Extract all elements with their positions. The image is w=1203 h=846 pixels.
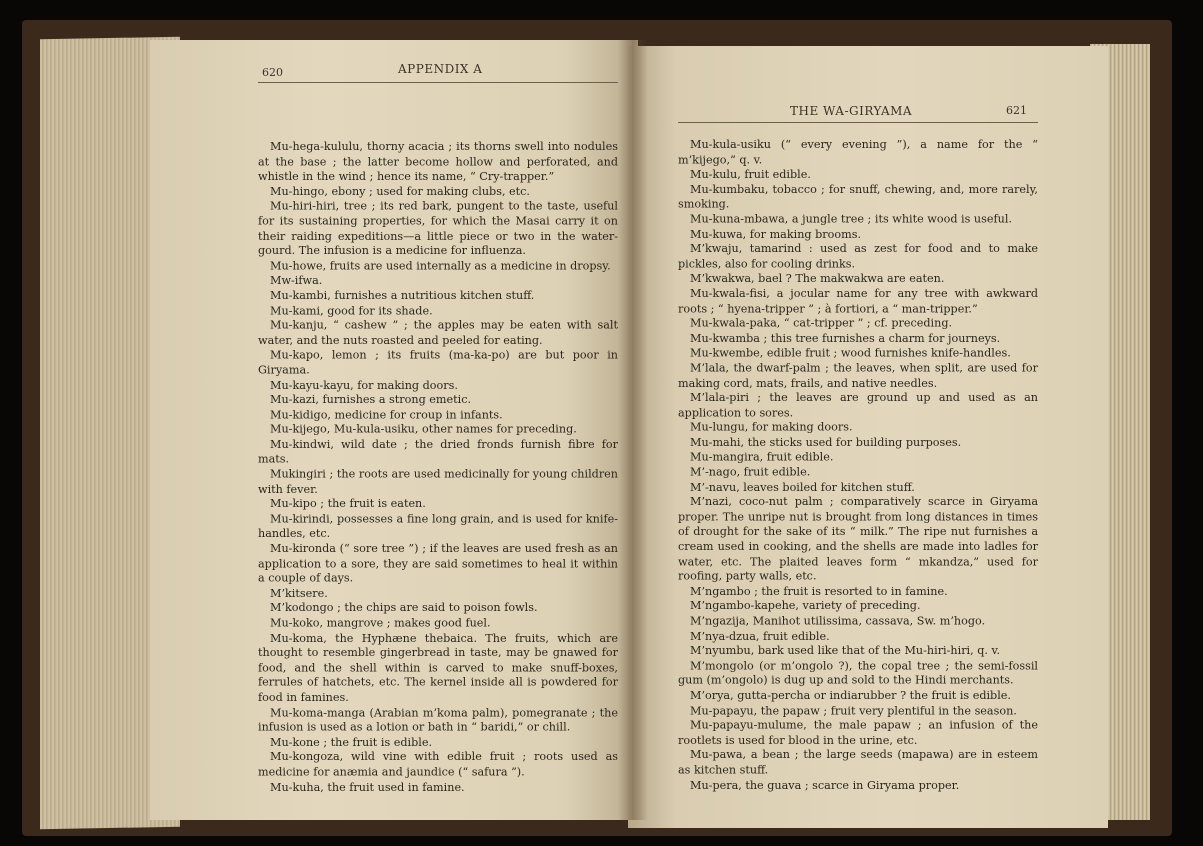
glossary-entry: Mu-kumbaku, tobacco ; for snuff, chewing, and, more rarely, smoking. bbox=[678, 182, 1038, 211]
glossary-entry: Mu-koma-manga (Arabian m’koma palm), pomegranate ; the infusion is used as a lotion or bath in “ baridi,” or chill. bbox=[258, 705, 618, 734]
right-header-rule bbox=[678, 122, 1038, 123]
glossary-entry: M’nya-dzua, fruit edible. bbox=[690, 629, 830, 643]
glossary-entry: M’orya, gutta-percha or indiarubber ? the fruit is edible. bbox=[690, 688, 1011, 703]
glossary-entry: Mu-kwembe, edible fruit ; wood furnishes knife-handles. bbox=[690, 346, 1011, 360]
right-running-head: THE WA-GIRYAMA bbox=[790, 104, 913, 118]
glossary-entry: Mu-kwala-fisi, a jocular name for any tree with awkward roots ; “ hyena-tripper ” ; à fortiori, a “ man-tripper.” bbox=[678, 286, 1038, 316]
glossary-entry: M’nazi, coco-nut palm ; comparatively scarce in Giryama proper. The unripe nut is brought from long distances in times of drought for the sake of its “ milk.” The ripe nut furnishes a cream used in cooking, and the shells are made into ladles for water, etc. The plaited leaves form “ mkandza,” used for roofing, party walls, etc. bbox=[678, 495, 1038, 583]
glossary-entry: Mw-ifwa. bbox=[270, 273, 323, 288]
glossary-entry: Mu-koko, mangrove ; makes good fuel. bbox=[270, 616, 491, 630]
glossary-entry: Mu-mahi, the sticks used for building purposes. bbox=[690, 435, 962, 449]
book-gutter bbox=[618, 40, 648, 820]
glossary-entry: M’lala, the dwarf-palm ; the leaves, when split, are used for making cord, mats, frails, and native needles. bbox=[678, 361, 1038, 390]
glossary-entry: Mu-kwamba ; this tree furnishes a charm for journeys. bbox=[690, 331, 1001, 345]
glossary-entry: Mu-kijego, Mu-kula-usiku, other names for preceding. bbox=[270, 422, 577, 437]
glossary-entry: Mu-koma, the Hyphæne thebaica. The fruits, which are thought to resemble gingerbread in taste, may be gnawed for food, and the shell within is carved to make snuff-boxes, ferrules of hatchets, etc. The kernel inside all is powdered for food in famines. bbox=[258, 631, 618, 705]
glossary-entry: Mu-kula-usiku (“ every evening ”), a name for the “ m’kijego,” q. v. bbox=[678, 138, 1038, 167]
glossary-entry: M’kwaju, tamarind : used as zest for food and to make pickles, also for cooling drinks. bbox=[678, 242, 1038, 271]
glossary-entry: Mu-kwala-paka, “ cat-tripper ” ; cf. preceding. bbox=[690, 316, 953, 330]
glossary-entry: Mu-kone ; the fruit is edible. bbox=[270, 735, 433, 749]
glossary-entry: Mu-kindwi, wild date ; the dried fronds furnish fibre for mats. bbox=[258, 437, 618, 466]
glossary-entry: Mu-pera, the guava ; scarce in Giryama proper. bbox=[690, 778, 960, 792]
glossary-entry: Mu-howe, fruits are used internally as a medicine in dropsy. bbox=[270, 259, 611, 273]
glossary-entry: Mu-kapo, lemon ; its fruits (ma-ka-po) are but poor in Giryama. bbox=[258, 348, 618, 377]
glossary-entry: Mu-hega-kululu, thorny acacia ; its thorns swell into nodules at the base ; the latter become hollow and perforated, and whistle in the wind ; hence its name, “ Cry-trapper.” bbox=[258, 140, 618, 184]
glossary-entry: Mu-papayu-mulume, the male papaw ; an infusion of the rootlets is used for blood in the urine, etc. bbox=[678, 718, 1038, 747]
glossary-entry: Mu-kazi, furnishes a strong emetic. bbox=[270, 393, 472, 407]
glossary-entry: M’nyumbu, bark used like that of the Mu-hiri-hiri, q. v. bbox=[690, 644, 1001, 658]
left-page-body bbox=[258, 140, 618, 795]
glossary-entry: Mu-hingo, ebony ; used for making clubs, etc. bbox=[270, 184, 530, 198]
glossary-entry: M’-nago, fruit edible. bbox=[690, 465, 811, 479]
glossary-entry: Mu-pawa, a bean ; the large seeds (mapawa) are in esteem as kitchen stuff. bbox=[678, 748, 1038, 777]
glossary-entry: Mu-kami, good for its shade. bbox=[270, 303, 433, 318]
glossary-entry: M’kodongo ; the chips are said to poison fowls. bbox=[270, 601, 538, 615]
glossary-entry: Mu-kipo ; the fruit is eaten. bbox=[270, 497, 426, 511]
glossary-entry: Mu-kuwa, for making brooms. bbox=[690, 227, 862, 241]
glossary-entry: Mu-kongoza, wild vine with edible fruit ; roots used as medicine for anæmia and jaundice (“ safura ”). bbox=[258, 750, 618, 779]
glossary-entry: M’mongolo (or m’ongolo ?), the copal tree ; the semi-fossil gum (m’ongolo) is dug up and sold to the Hindi merchants. bbox=[678, 658, 1038, 688]
glossary-entry: Mu-kambi, furnishes a nutritious kitchen stuff. bbox=[270, 288, 535, 303]
left-running-head: APPENDIX A bbox=[398, 62, 483, 76]
glossary-entry: Mu-kanju, “ cashew ” ; the apples may be eaten with salt water, and the nuts roasted and peeled for eating. bbox=[258, 318, 618, 347]
glossary-entry: M’kwakwa, bael ? The makwakwa are eaten. bbox=[690, 271, 945, 286]
glossary-entry: Mu-kirindi, possesses a fine long grain, and is used for knife-handles, etc. bbox=[258, 512, 618, 541]
glossary-entry: M’-navu, leaves boiled for kitchen stuff. bbox=[690, 480, 915, 494]
glossary-entry: Mu-mangira, fruit edible. bbox=[690, 450, 834, 464]
glossary-entry: Mu-kayu-kayu, for making doors. bbox=[270, 378, 458, 392]
glossary-entry: Mu-kulu, fruit edible. bbox=[690, 167, 811, 182]
glossary-entry: Mu-papayu, the papaw ; fruit very plentiful in the season. bbox=[690, 703, 1017, 717]
glossary-entry: M’ngazija, Manihot utilissima, cassava, Sw. m’hogo. bbox=[690, 614, 986, 628]
glossary-entry: M’kitsere. bbox=[270, 586, 328, 600]
left-page-number: 620 bbox=[262, 66, 283, 79]
right-page-number: 621 bbox=[1006, 104, 1027, 117]
glossary-entry: Mu-kuha, the fruit used in famine. bbox=[270, 780, 465, 794]
glossary-entry: Mu-kironda (“ sore tree ”) ; if the leaves are used fresh as an application to a sore, they are said sometimes to heal it within a couple of days. bbox=[258, 541, 618, 585]
glossary-entry: Mu-hiri-hiri, tree ; its red bark, pungent to the taste, useful for its sustaining properties, for which the Masai carry it on their raiding expeditions—a little piece or two in the water-gourd. The infusion is a medicine for influenza. bbox=[258, 199, 618, 258]
glossary-entry: M’ngambo ; the fruit is resorted to in famine. bbox=[690, 584, 948, 598]
glossary-entry: M’lala-piri ; the leaves are ground up and used as an application to sores. bbox=[678, 391, 1038, 420]
right-page-body bbox=[678, 138, 1038, 793]
glossary-entry: Mu-lungu, for making doors. bbox=[690, 420, 853, 435]
glossary-entry: Mu-kuna-mbawa, a jungle tree ; its white wood is useful. bbox=[690, 212, 1012, 226]
glossary-entry: M’ngambo-kapehe, variety of preceding. bbox=[690, 599, 921, 613]
left-header-rule bbox=[258, 82, 618, 83]
glossary-entry: Mu-kidigo, medicine for croup in infants. bbox=[270, 407, 503, 422]
glossary-entry: Mukingiri ; the roots are used medicinally for young children with fever. bbox=[258, 467, 618, 496]
